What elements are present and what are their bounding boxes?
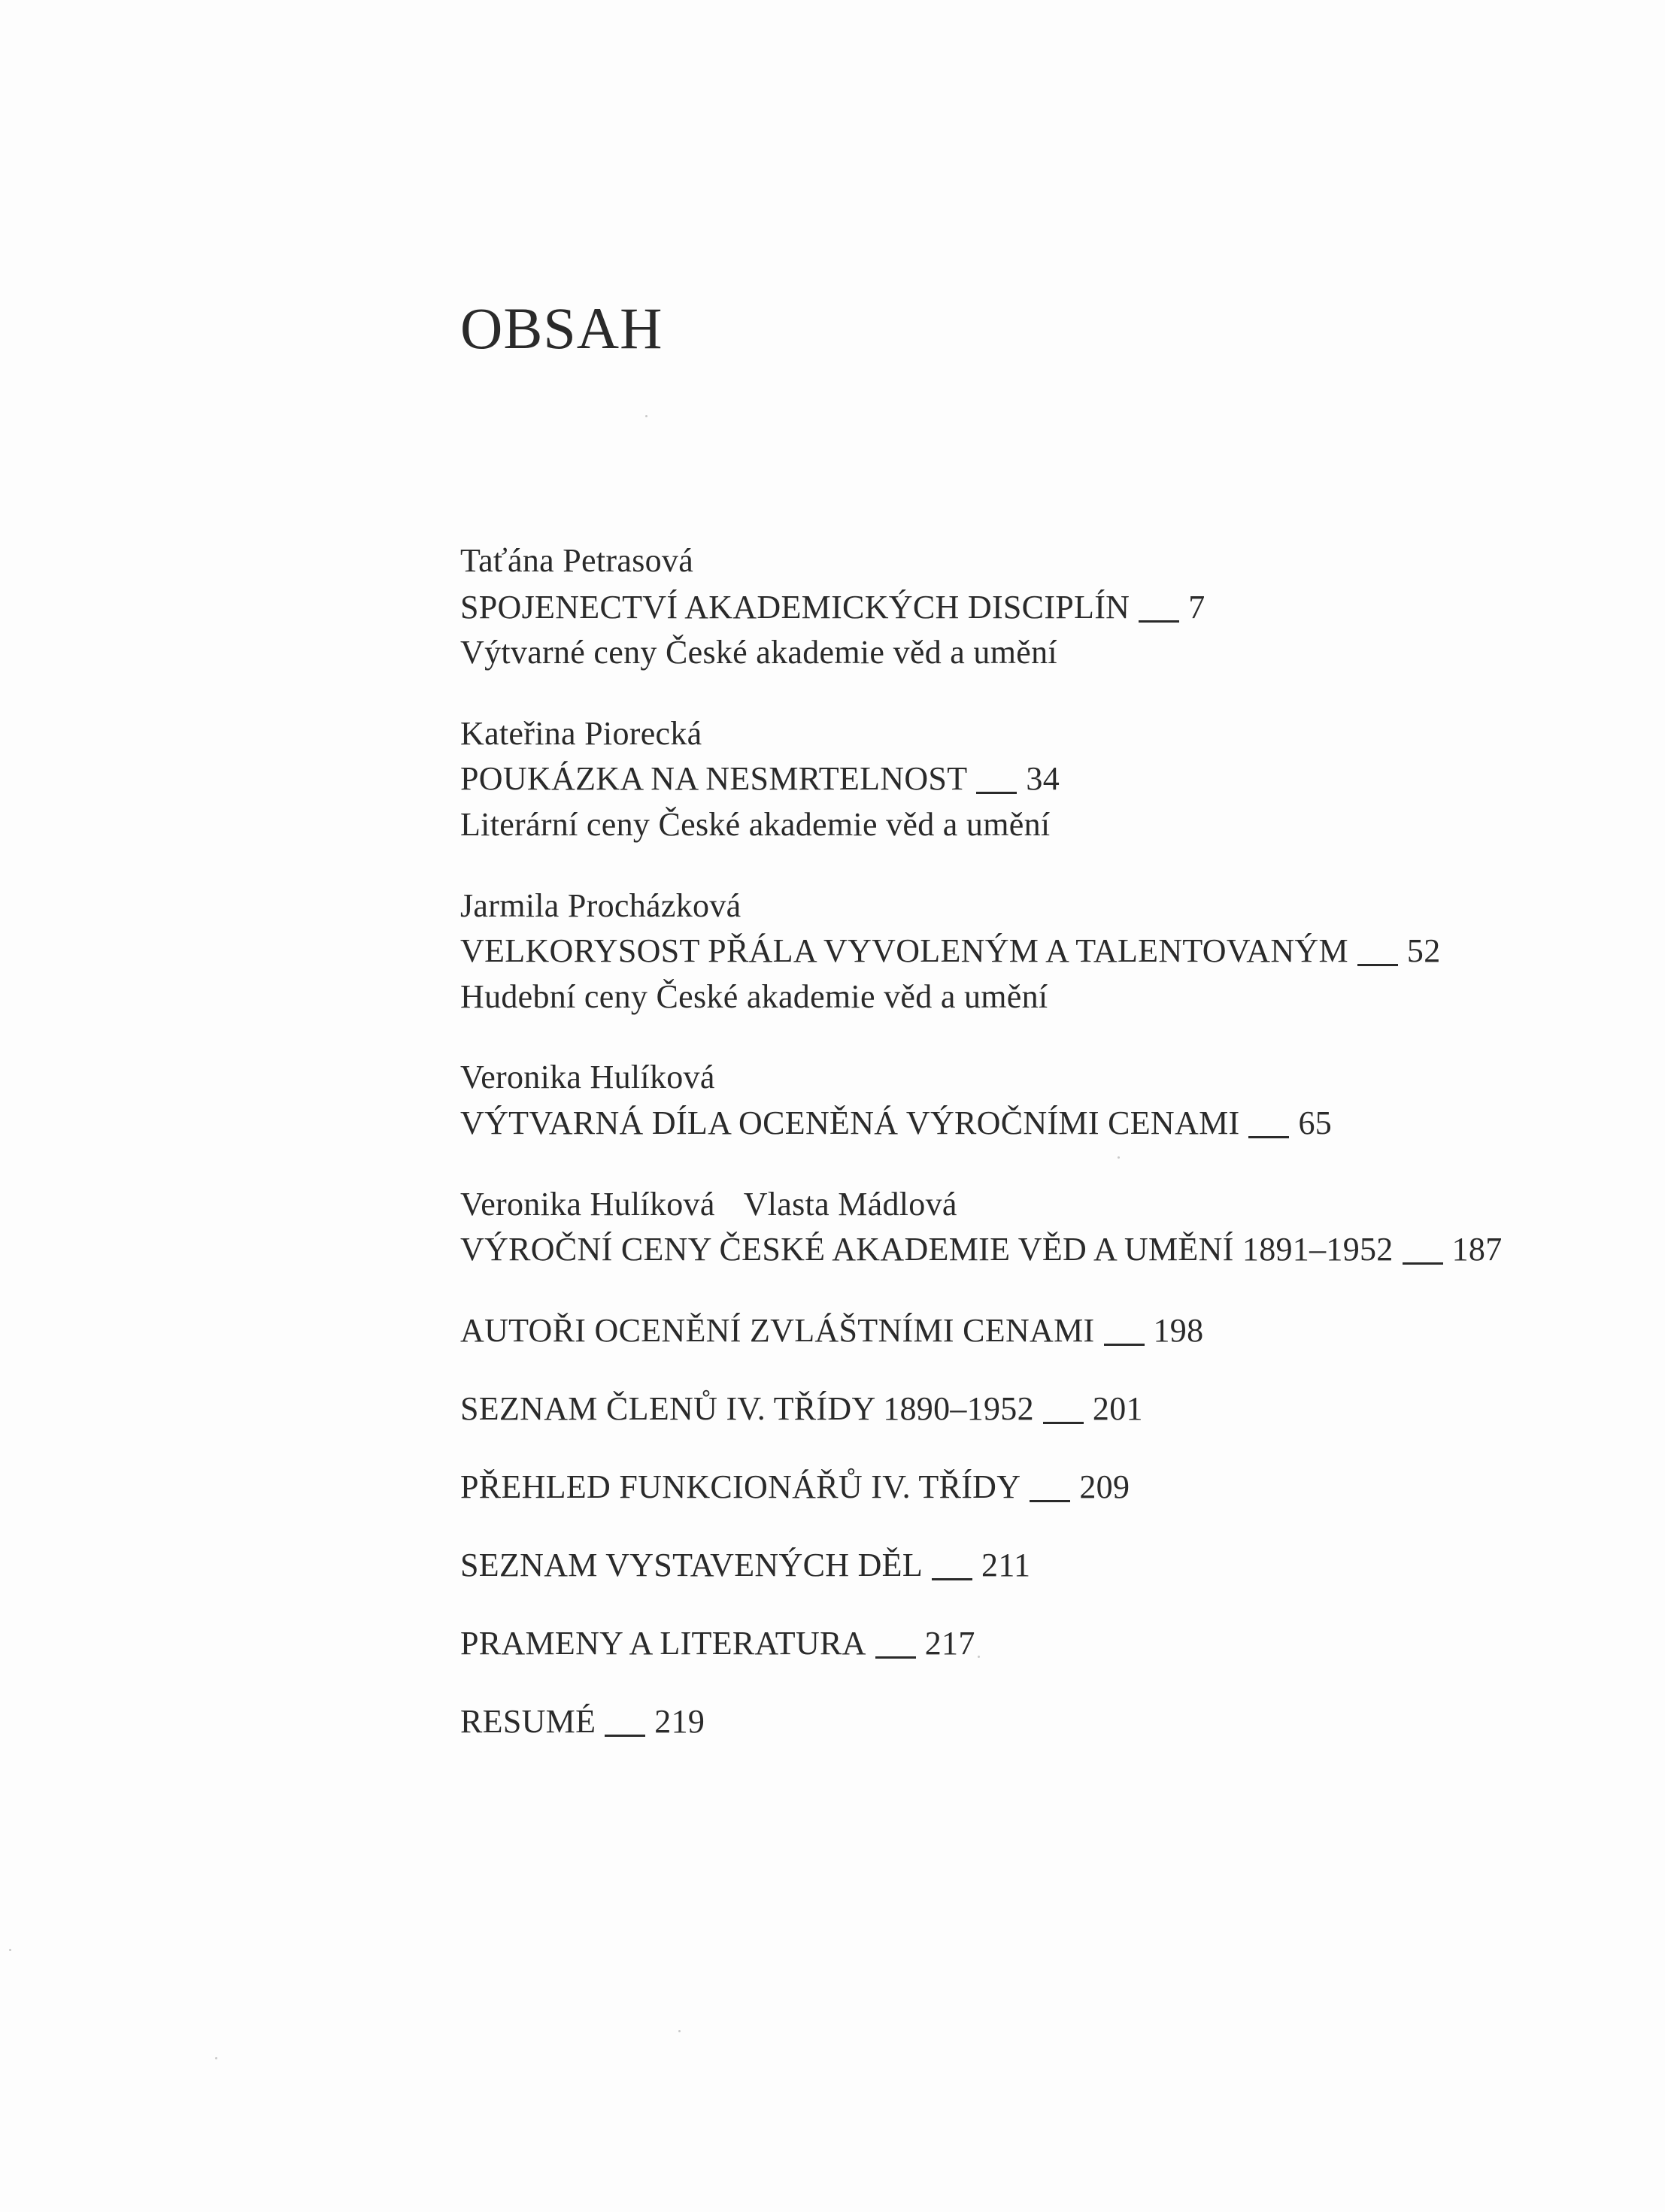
toc-page-number: 219 xyxy=(654,1703,705,1740)
toc-heading-text: VÝROČNÍ CENY ČESKÉ AKADEMIE VĚD A UMĚNÍ 1891–1952 xyxy=(460,1231,1394,1268)
toc-heading xyxy=(460,1627,975,1660)
toc-page-number: 34 xyxy=(1026,760,1060,797)
toc-page-number: 211 xyxy=(981,1547,1031,1583)
scan-speck xyxy=(9,1949,11,1951)
author-name: Jarmila Procházková xyxy=(460,887,742,924)
leader-dash xyxy=(1357,964,1398,966)
toc-heading xyxy=(460,1314,1203,1347)
toc-heading xyxy=(460,1392,1143,1426)
toc-page-number: 187 xyxy=(1451,1231,1503,1268)
toc-heading-text: VÝTVARNÁ DÍLA OCENĚNÁ VÝROČNÍMI CENAMI xyxy=(460,1104,1240,1141)
scan-speck xyxy=(978,1656,980,1658)
scan-speck xyxy=(645,415,648,417)
toc-author xyxy=(460,1188,957,1221)
toc-page-number: 65 xyxy=(1298,1104,1333,1141)
toc-heading-text: SPOJENECTVÍ AKADEMICKÝCH DISCIPLÍN xyxy=(460,589,1130,626)
toc-heading-text: RESUMÉ xyxy=(460,1703,596,1740)
toc-subtitle xyxy=(460,636,1057,669)
toc-page-number: 201 xyxy=(1092,1390,1143,1427)
toc-heading-text: AUTOŘI OCENĚNÍ ZVLÁŠTNÍMI CENAMI xyxy=(460,1312,1095,1349)
toc-page-number: 198 xyxy=(1153,1312,1204,1349)
toc-author xyxy=(460,544,693,577)
scan-speck xyxy=(678,2030,681,2032)
leader-dash xyxy=(875,1656,916,1659)
author-name: Veronika Hulíková xyxy=(460,1059,715,1095)
page-title: OBSAH xyxy=(460,295,663,361)
leader-dash xyxy=(1248,1136,1289,1138)
scan-speck xyxy=(215,2057,217,2059)
toc-heading-text: VELKORYSOST PŘÁLA VYVOLENÝM A TALENTOVANÝM xyxy=(460,932,1348,969)
toc-heading xyxy=(460,762,1060,795)
toc-heading-text: POUKÁZKA NA NESMRTELNOST xyxy=(460,760,968,797)
toc-author xyxy=(460,889,741,923)
toc-page-number: 209 xyxy=(1079,1468,1130,1505)
toc-heading xyxy=(460,1468,1130,1505)
toc-heading xyxy=(460,1104,1333,1141)
toc-heading xyxy=(460,1705,705,1738)
toc-page-number: 217 xyxy=(924,1625,975,1662)
leader-dash xyxy=(1043,1422,1084,1424)
leader-dash xyxy=(1030,1500,1070,1502)
toc-page-number: 52 xyxy=(1406,932,1441,969)
author-name: Kateřina Piorecká xyxy=(460,715,702,752)
toc-heading-text: SEZNAM ČLENŮ IV. TŘÍDY 1890–1952 xyxy=(460,1390,1034,1427)
toc-page-number: 7 xyxy=(1188,589,1206,626)
toc-heading-text: PŘEHLED FUNKCIONÁŘŮ IV. TŘÍDY xyxy=(460,1468,1021,1505)
leader-dash xyxy=(976,792,1017,794)
author-name: Vlasta Mádlová xyxy=(743,1186,957,1223)
leader-dash xyxy=(1403,1262,1443,1265)
toc-heading-text: PRAMENY A LITERATURA xyxy=(460,1625,866,1662)
toc-heading xyxy=(460,1233,1503,1266)
author-name: Taťána Petrasová xyxy=(460,542,694,579)
leader-dash xyxy=(605,1735,645,1737)
toc-heading xyxy=(460,591,1206,624)
author-name: Veronika Hulíková xyxy=(460,1186,715,1223)
toc-subtitle-text: Literární ceny České akademie věd a umění xyxy=(460,806,1051,843)
toc-subtitle-text: Výtvarné ceny České akademie věd a umění xyxy=(460,634,1057,671)
toc-subtitle xyxy=(460,980,1048,1014)
toc-author xyxy=(460,1061,715,1094)
leader-dash xyxy=(932,1578,972,1580)
toc-author xyxy=(460,717,702,750)
toc-heading xyxy=(460,1549,1030,1582)
toc-subtitle-text: Hudební ceny České akademie věd a umění xyxy=(460,978,1048,1015)
leader-dash xyxy=(1139,620,1179,623)
toc-subtitle xyxy=(460,808,1050,841)
leader-dash xyxy=(1104,1344,1145,1346)
toc-heading xyxy=(460,932,1441,969)
scan-speck xyxy=(1118,1156,1120,1159)
toc-heading-text: SEZNAM VYSTAVENÝCH DĚL xyxy=(460,1547,923,1583)
